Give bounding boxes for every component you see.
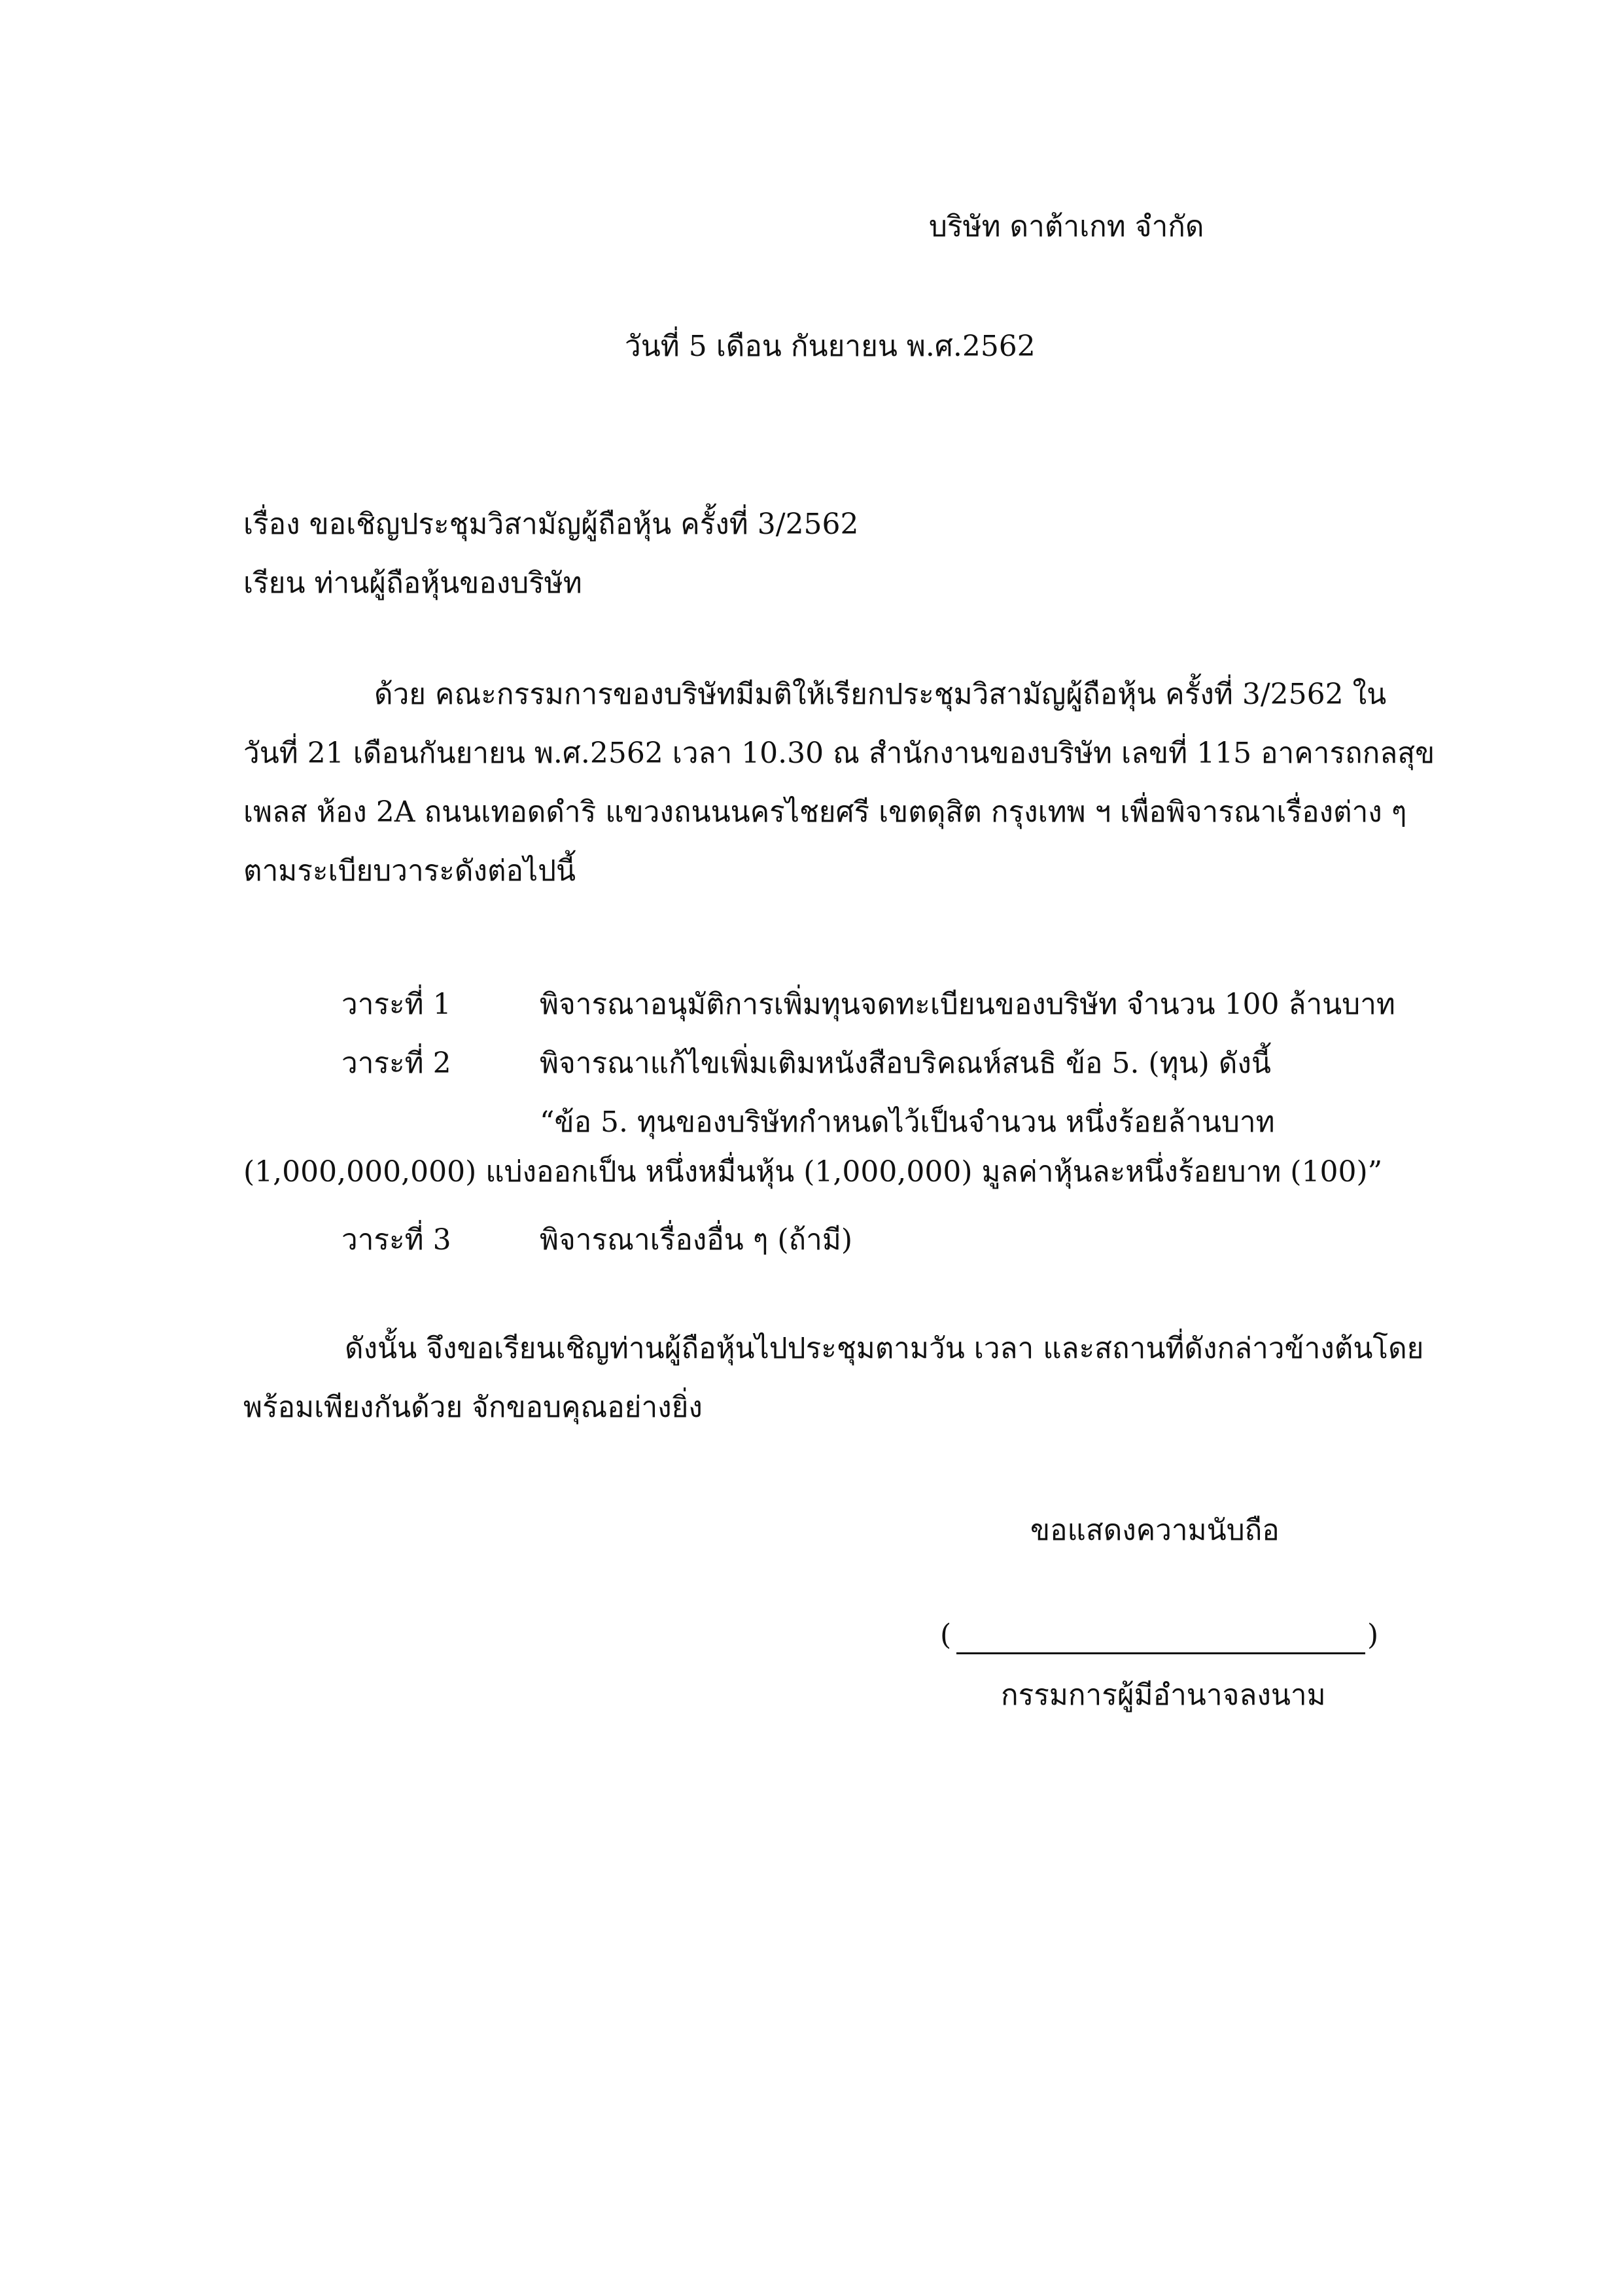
agenda-1-text: พิจารณาอนุมัติการเพิ่มทุนจดทะเบียนของบริษัท จำนวน 100 ล้านบาท	[540, 988, 1395, 1021]
signature-paren-close: )	[1367, 1618, 1379, 1652]
intro-line-1: ด้วย คณะกรรมการของบริษัทมีมติให้เรียกประชุมวิสามัญผู้ถือหุ้น ครั้งที่ 3/2562 ใน	[374, 678, 1387, 711]
closing-line-2: พร้อมเพียงกันด้วย จักขอบคุณอย่างยิ่ง	[243, 1391, 703, 1424]
company-name: บริษัท ดาต้าเกท จำกัด	[929, 210, 1204, 243]
letter-recipient: เรียน ท่านผู้ถือหุ้นของบริษัท	[243, 566, 582, 600]
closing-regards: ขอแสดงความนับถือ	[1030, 1514, 1280, 1547]
letter-date: วันที่ 5 เดือน กันยายน พ.ศ.2562	[625, 330, 1036, 363]
signatory-title: กรรมการผู้มีอำนาจลงนาม	[1001, 1679, 1326, 1712]
intro-line-3: เพลส ห้อง 2A ถนนเทอดดำริ แขวงถนนนครไชยศรี เขตดุสิต กรุงเทพ ฯ เพื่อพิจารณาเรื่องต่าง ๆ	[243, 795, 1407, 829]
agenda-3-label: วาระที่ 3	[341, 1223, 451, 1257]
agenda-2-label: วาระที่ 2	[341, 1047, 451, 1080]
intro-line-2: วันที่ 21 เดือนกันยายน พ.ศ.2562 เวลา 10.30 ณ สำนักงานของบริษัท เลขที่ 115 อาคารถกลสุข	[243, 737, 1435, 770]
agenda-2-quote-line-1: “ข้อ 5. ทุนของบริษัทกำหนดไว้เป็นจำนวน หนึ่งร้อยล้านบาท	[540, 1105, 1275, 1139]
signature-line	[956, 1652, 1365, 1654]
letter-subject: เรื่อง ขอเชิญประชุมวิสามัญผู้ถือหุ้น ครั้งที่ 3/2562	[243, 508, 859, 541]
closing-line-1: ดังนั้น จึงขอเรียนเชิญท่านผู้ถือหุ้นไปประชุมตามวัน เวลา และสถานที่ดังกล่าวข้างต้นโดย	[345, 1332, 1424, 1365]
agenda-1-label: วาระที่ 1	[341, 988, 451, 1021]
signature-paren-open: (	[940, 1618, 952, 1652]
agenda-2-text: พิจารณาแก้ไขเพิ่มเติมหนังสือบริคณห์สนธิ ข้อ 5. (ทุน) ดังนี้	[540, 1047, 1271, 1080]
intro-line-4: ตามระเบียบวาระดังต่อไปนี้	[243, 854, 576, 888]
agenda-2-quote-line-2: (1,000,000,000) แบ่งออกเป็น หนึ่งหมื่นหุ้น (1,000,000) มูลค่าหุ้นละหนึ่งร้อยบาท (100)”	[243, 1155, 1383, 1189]
agenda-3-text: พิจารณาเรื่องอื่น ๆ (ถ้ามี)	[540, 1223, 853, 1257]
